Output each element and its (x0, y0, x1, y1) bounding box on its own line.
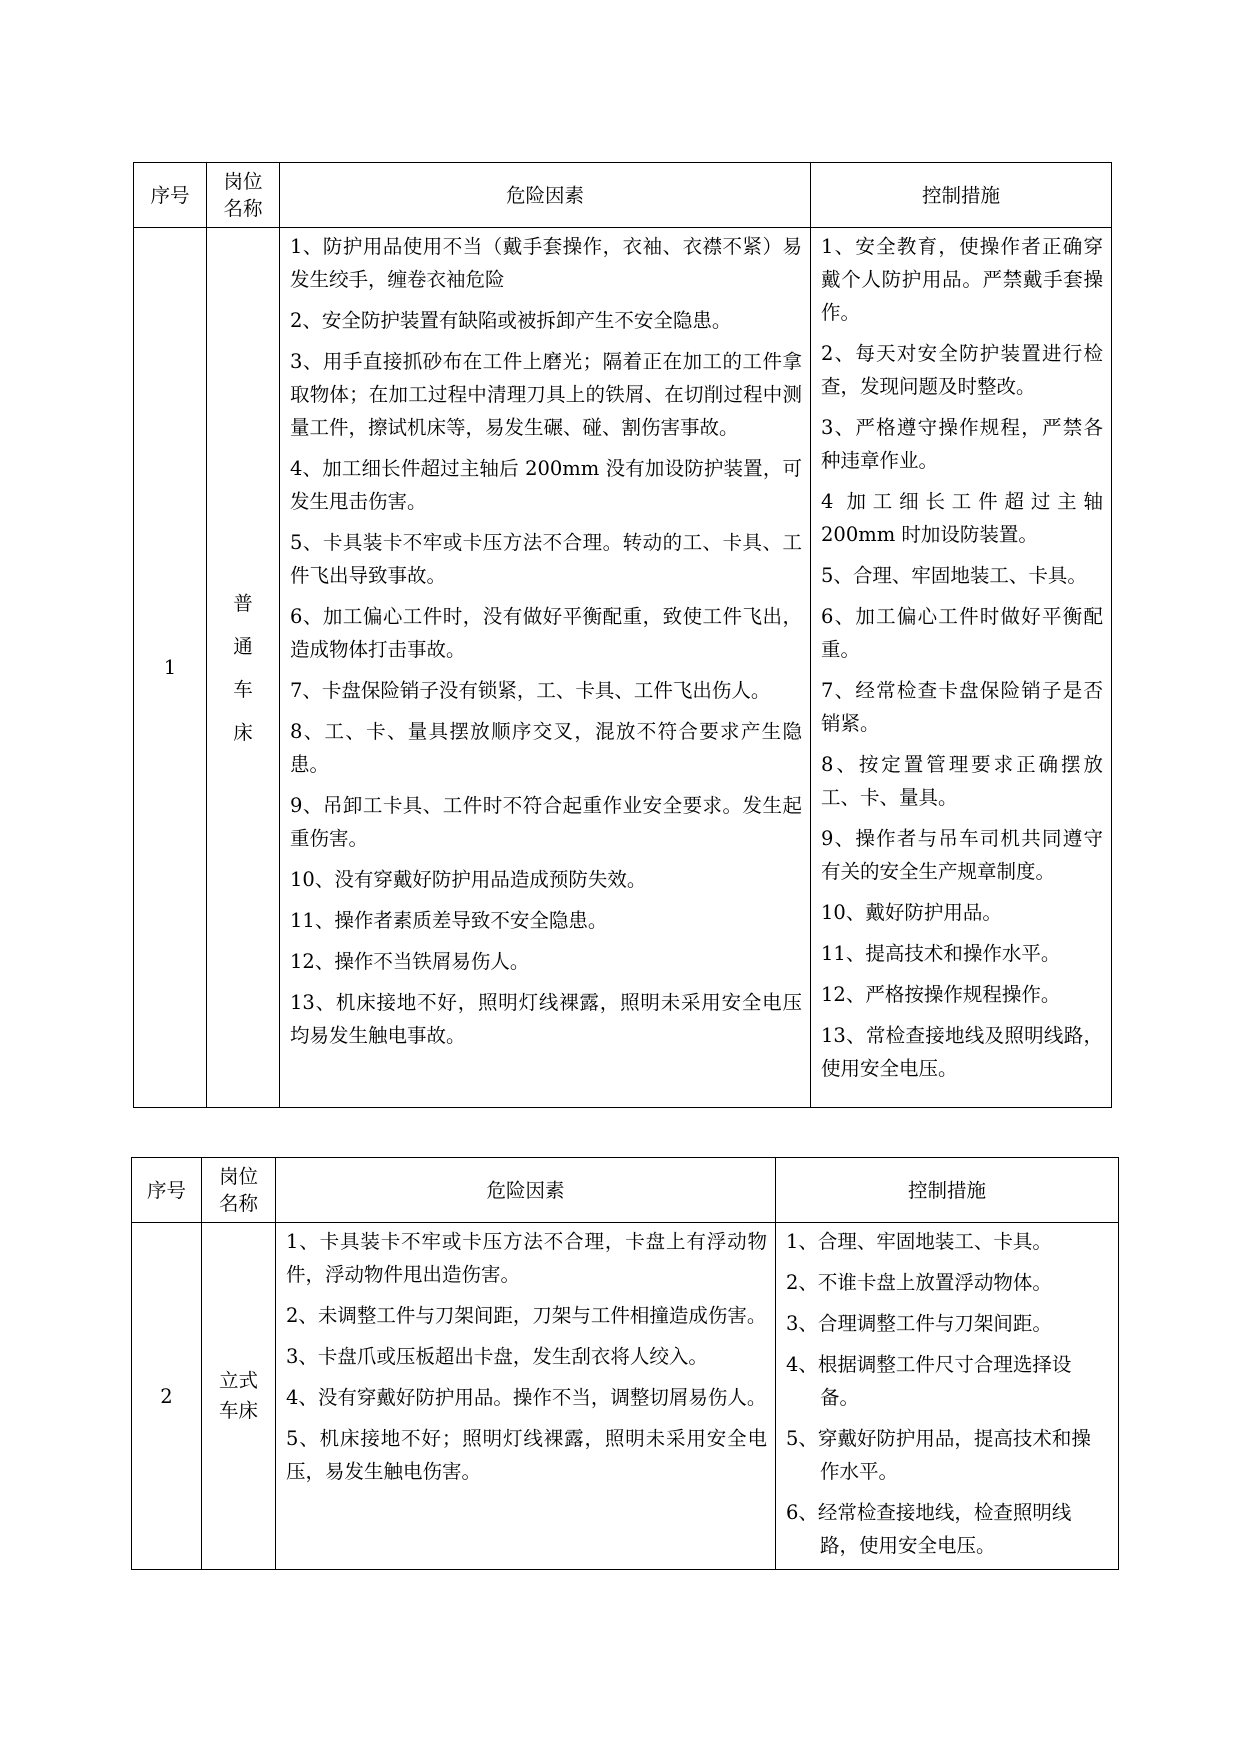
table-row (132, 1223, 1119, 1570)
risk-table-1 (133, 162, 1112, 1108)
row-number: 2 (132, 1223, 202, 1570)
control-item: 6、经常检查接地线，检查照明线路，使用安全电压。 (786, 1501, 1072, 1557)
post-name-line1: 立式 (218, 1369, 258, 1392)
header-row (134, 163, 1112, 228)
header-hazard: 危险因素 (276, 1158, 776, 1223)
header-post-line2: 名称 (223, 197, 263, 220)
hazard-item: 9、吊卸工卡具、工件时不符合起重作业安全要求。发生起重伤害。 (290, 794, 802, 850)
control-item: 11、提高技术和操作水平。 (821, 942, 1061, 965)
control-item: 3、严格遵守操作规程，严禁各种违章作业。 (821, 416, 1103, 472)
hazard-item: 1、卡具装卡不牢或卡压方法不合理，卡盘上有浮动物件，浮动物件甩出造伤害。 (286, 1230, 767, 1286)
hazard-item: 2、未调整工件与刀架间距，刀架与工件相撞造成伤害。 (286, 1304, 767, 1327)
header-hazard: 危险因素 (280, 163, 811, 228)
header-control: 控制措施 (776, 1158, 1119, 1223)
control-item: 1、合理、牢固地装工、卡具。 (786, 1230, 1052, 1253)
control-item: 2、每天对安全防护装置进行检查，发现问题及时整改。 (821, 342, 1103, 398)
hazard-item: 1、防护用品使用不当（戴手套操作，衣袖、衣襟不紧）易发生绞手，缠卷衣袖危险 (290, 235, 802, 291)
hazard-item: 5、卡具装卡不牢或卡压方法不合理。转动的工、卡具、工件飞出导致事故。 (290, 531, 802, 587)
header-no: 序号 (132, 1158, 202, 1223)
header-control: 控制措施 (811, 163, 1112, 228)
control-item: 1、安全教育，使操作者正确穿戴个人防护用品。严禁戴手套操作。 (821, 235, 1103, 324)
hazard-item: 10、没有穿戴好防护用品造成预防失效。 (290, 868, 647, 891)
control-list (811, 228, 1112, 1108)
header-post (202, 1158, 276, 1223)
header-post-line1: 岗位 (223, 170, 263, 193)
hazard-item: 3、用手直接抓砂布在工件上磨光；隔着正在加工的工件拿取物体；在加工过程中清理刀具上的铁屑、在切削过程中测量工件，擦试机床等，易发生碾、碰、割伤害事故。 (290, 350, 802, 439)
hazard-item: 7、卡盘保险销子没有锁紧，工、卡具、工件飞出伤人。 (290, 679, 771, 702)
post-char: 通 (233, 634, 253, 658)
control-item: 6、加工偏心工件时做好平衡配重。 (821, 605, 1103, 661)
post-char: 床 (233, 720, 253, 744)
post-name (202, 1223, 276, 1570)
control-item: 4、根据调整工件尺寸合理选择设备。 (786, 1353, 1072, 1409)
hazard-item: 11、操作者素质差导致不安全隐患。 (290, 909, 608, 932)
control-item: 8、按定置管理要求正确摆放工、卡、量具。 (821, 753, 1103, 809)
row-number: 1 (134, 228, 207, 1108)
risk-table-2 (131, 1157, 1119, 1570)
hazard-item: 6、加工偏心工件时，没有做好平衡配重，致使工件飞出，造成物体打击事故。 (290, 605, 802, 661)
hazard-item: 2、安全防护装置有缺陷或被拆卸产生不安全隐患。 (290, 309, 732, 332)
header-no: 序号 (134, 163, 207, 228)
post-char: 普 (233, 591, 253, 615)
hazard-item: 4、加工细长件超过主轴后 200mm 没有加设防护装置，可发生甩击伤害。 (290, 457, 802, 513)
header-post-line1: 岗位 (218, 1165, 258, 1188)
header-row (132, 1158, 1119, 1223)
hazard-item: 3、卡盘爪或压板超出卡盘，发生刮衣将人绞入。 (286, 1345, 708, 1368)
post-char: 车 (233, 677, 253, 701)
control-item: 5、穿戴好防护用品，提高技术和操作水平。 (786, 1427, 1091, 1483)
control-item: 5、合理、牢固地装工、卡具。 (821, 564, 1087, 587)
control-list (776, 1223, 1119, 1570)
control-item: 12、严格按操作规程操作。 (821, 983, 1061, 1006)
post-name-line2: 车床 (218, 1399, 258, 1422)
table-row (134, 228, 1112, 1108)
hazard-item: 12、操作不当铁屑易伤人。 (290, 950, 530, 973)
hazard-item: 5、机床接地不好；照明灯线裸露，照明未采用安全电压，易发生触电伤害。 (286, 1427, 767, 1483)
header-post (207, 163, 280, 228)
hazard-item: 8、工、卡、量具摆放顺序交叉，混放不符合要求产生隐患。 (290, 720, 802, 776)
control-item: 4 加工细长工件超过主轴 200mm 时加设防装置。 (821, 490, 1103, 546)
header-post-line2: 名称 (218, 1192, 258, 1215)
hazard-list (276, 1223, 776, 1570)
control-item: 10、戴好防护用品。 (821, 901, 1002, 924)
control-item: 7、经常检查卡盘保险销子是否销紧。 (821, 679, 1103, 735)
control-item: 9、操作者与吊车司机共同遵守有关的安全生产规章制度。 (821, 827, 1103, 883)
hazard-list (280, 228, 811, 1108)
control-item: 2、不谁卡盘上放置浮动物体。 (786, 1271, 1052, 1294)
control-item: 13、常检查接地线及照明线路，使用安全电压。 (821, 1024, 1103, 1080)
control-item: 3、合理调整工件与刀架间距。 (786, 1312, 1052, 1335)
hazard-item: 13、机床接地不好，照明灯线裸露，照明未采用安全电压均易发生触电事故。 (290, 991, 802, 1047)
hazard-item: 4、没有穿戴好防护用品。操作不当，调整切屑易伤人。 (286, 1386, 767, 1409)
post-name (207, 228, 280, 1108)
